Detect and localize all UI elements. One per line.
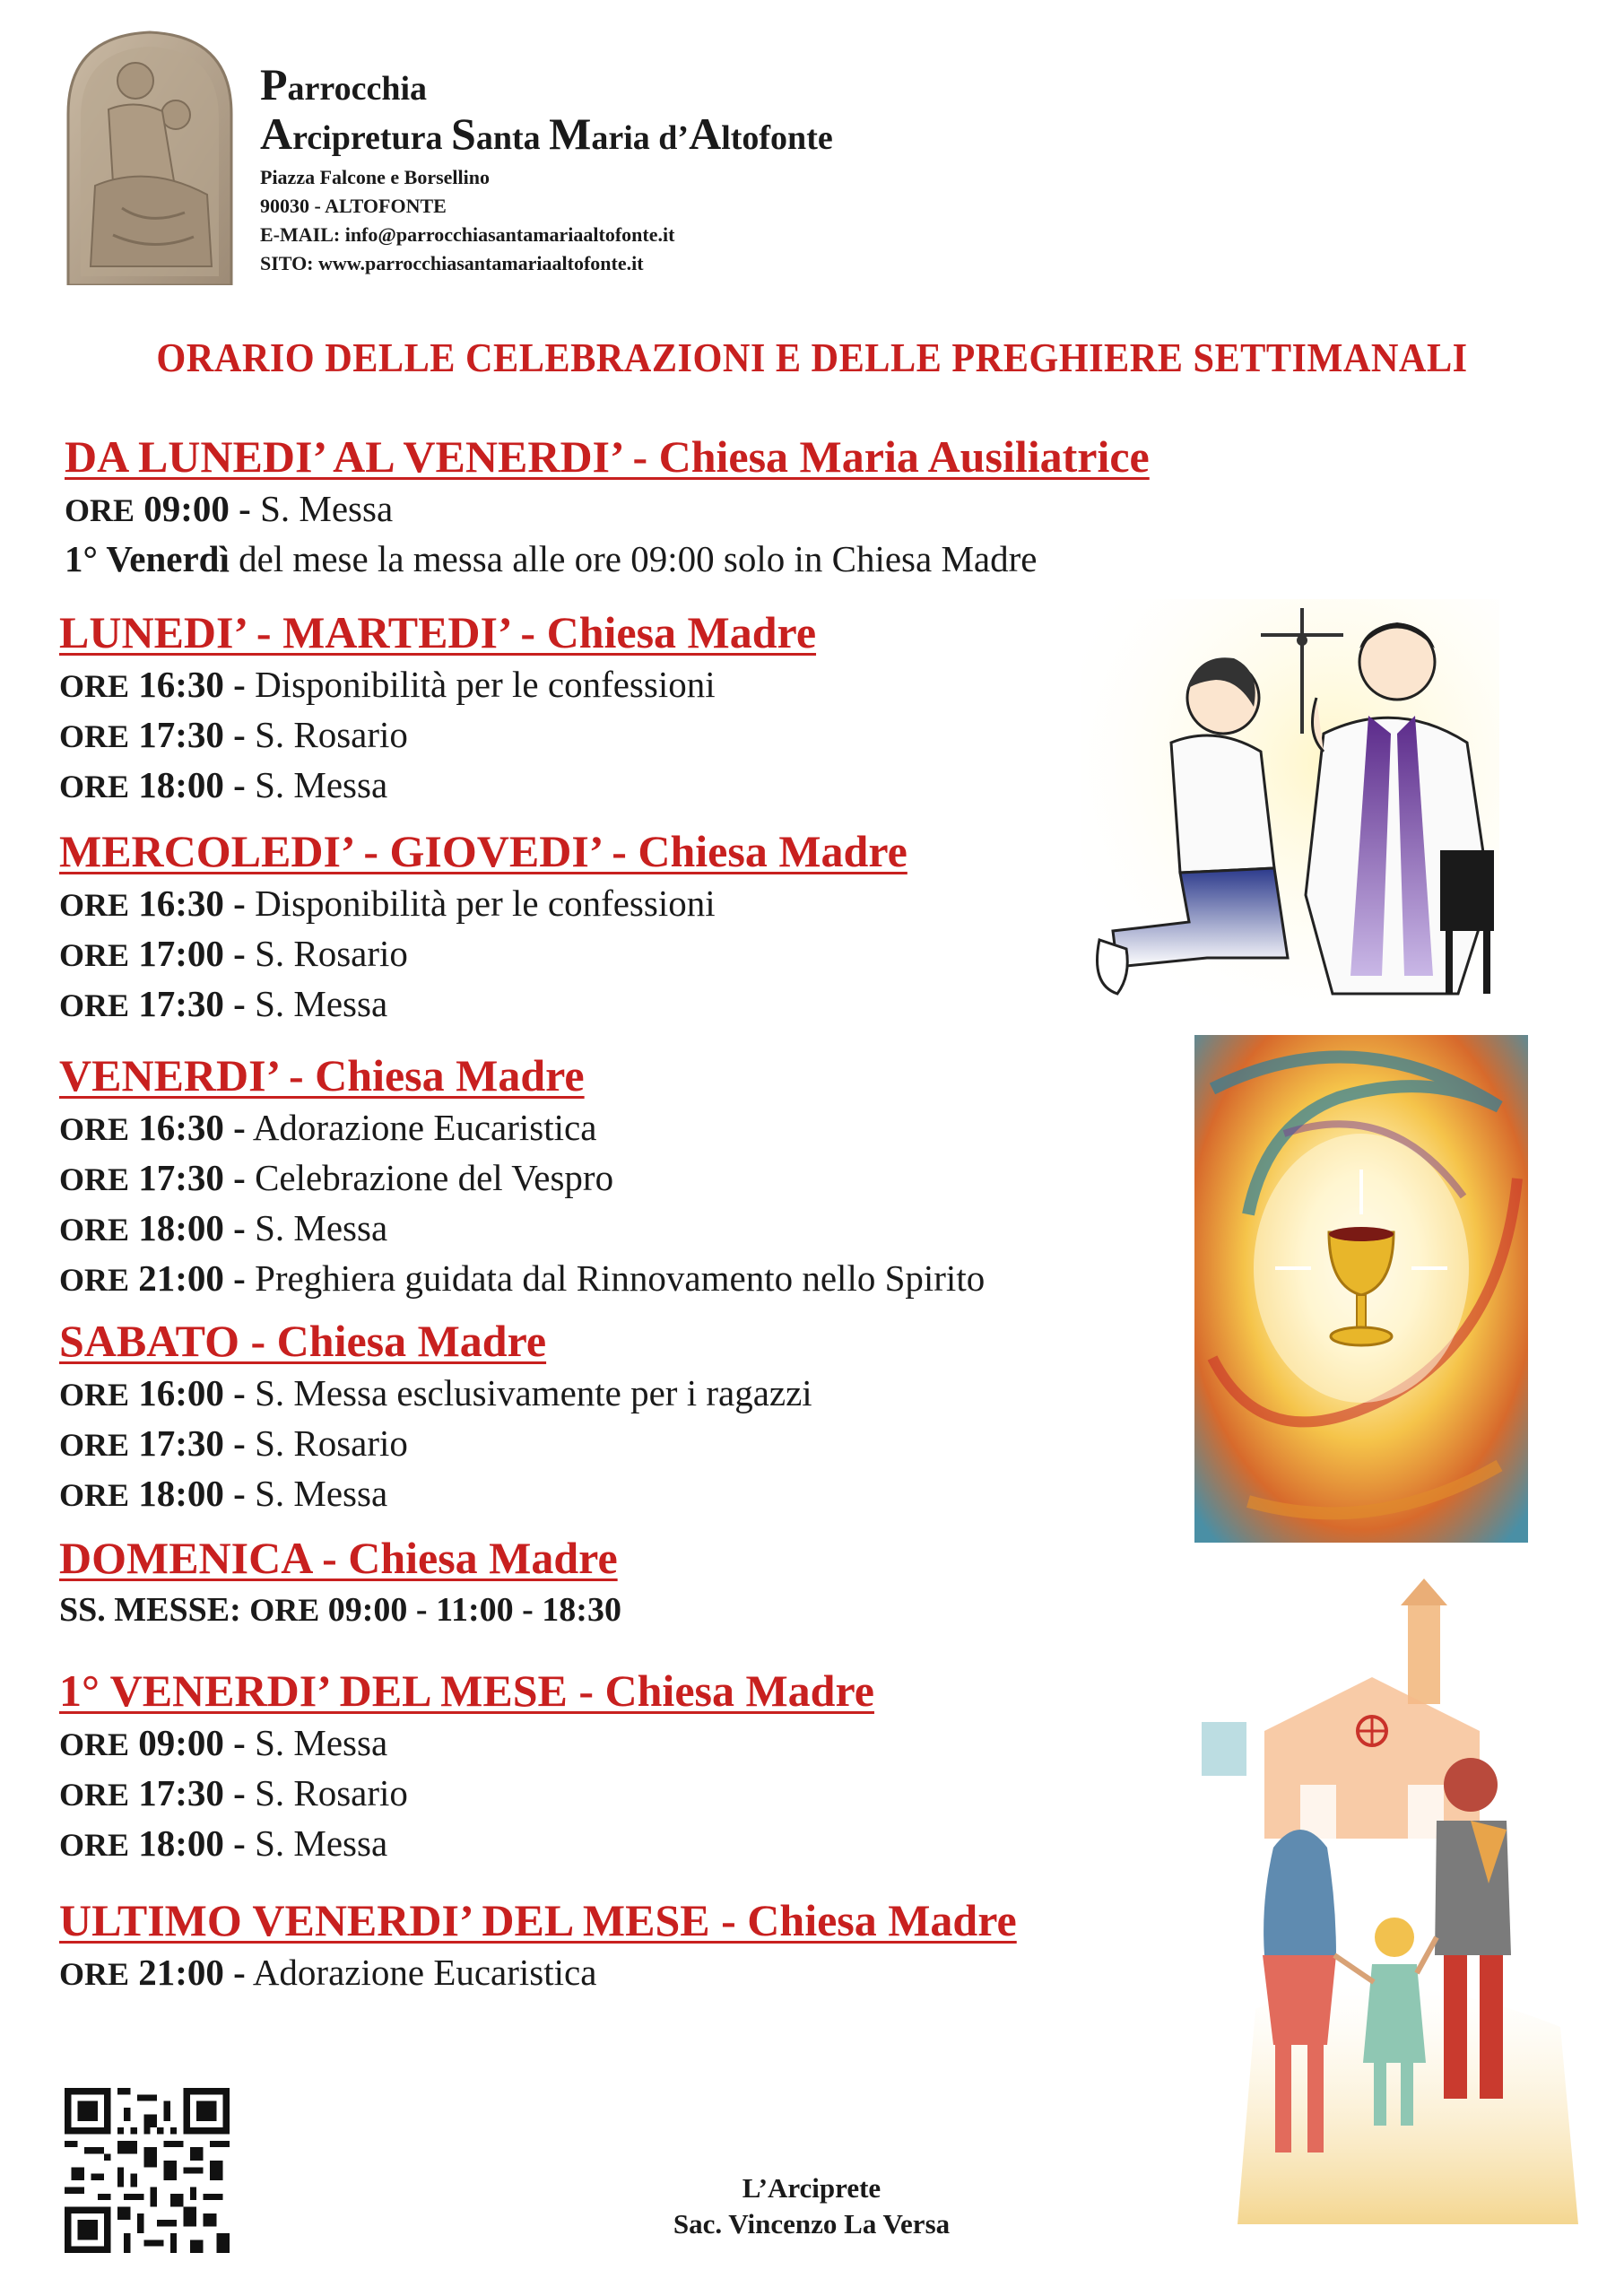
section-weekdays-ausiliatrice [65, 429, 1150, 583]
signature-role: L’Arciprete [742, 2172, 881, 2204]
section-heading: ULTIMO VENERDI’ DEL MESE - Chiesa Madre [59, 1895, 1017, 1945]
section-friday [59, 1048, 985, 1304]
schedule-row: ORE 17:00 - S. Rosario [59, 933, 408, 974]
section-last-friday [59, 1892, 1017, 1998]
website: SITO: www.parrocchiasantamariaaltofonte.it [260, 252, 644, 274]
schedule-row: ORE 21:00 - Preghiera guidata dal Rinnovamento nello Spirito [59, 1257, 986, 1299]
page-title: ORARIO DELLE CELEBRAZIONI E DELLE PREGHIERE SETTIMANALI [156, 335, 1468, 380]
schedule-row: ORE 17:30 - Celebrazione del Vespro [59, 1157, 614, 1198]
address: Piazza Falcone e Borsellino [260, 166, 490, 188]
section-heading: VENERDI’ - Chiesa Madre [59, 1050, 585, 1100]
signature [619, 2170, 1004, 2242]
parish-line2: Arcipretura Santa Maria d’Altofonte [260, 109, 833, 159]
schedule-row: ORE 17:30 - S. Rosario [59, 714, 408, 755]
schedule-row: SS. MESSE: ORE 09:00 - 11:00 - 18:30 [59, 1591, 621, 1629]
schedule-row: ORE 09:00 - S. Messa [65, 488, 394, 529]
section-heading: LUNEDI’ - MARTEDI’ - Chiesa Madre [59, 607, 817, 657]
section-heading: SABATO - Chiesa Madre [59, 1316, 547, 1366]
schedule-row: ORE 18:00 - S. Messa [59, 764, 388, 805]
section-wed-thu [59, 823, 908, 1030]
section-mon-tue [59, 604, 816, 811]
section-saturday [59, 1313, 812, 1519]
schedule-row: ORE 16:30 - Adorazione Eucaristica [59, 1107, 597, 1148]
schedule-row: ORE 16:30 - Disponibilità per le confessioni [59, 883, 716, 924]
schedule-row: ORE 17:30 - S. Rosario [59, 1422, 408, 1464]
signature-name: Sac. Vincenzo La Versa [673, 2208, 951, 2239]
schedule-row: ORE 21:00 - Adorazione Eucaristica [59, 1952, 597, 1993]
schedule-row: ORE 17:30 - S. Rosario [59, 1772, 408, 1813]
email: E-MAIL: info@parrocchiasantamariaaltofonte.it [260, 223, 675, 246]
section-first-friday [59, 1663, 874, 1869]
chalice-illustration [1194, 1035, 1528, 1543]
family-church-illustration [1202, 1578, 1578, 2224]
section-sunday [59, 1530, 621, 1634]
qr-code-icon [65, 2088, 230, 2253]
parish-line1: Parrocchia [260, 59, 428, 109]
section-heading: 1° VENERDI’ DEL MESE - Chiesa Madre [59, 1665, 874, 1716]
section-heading: DA LUNEDI’ AL VENERDI’ - Chiesa Maria Ausiliatrice [65, 431, 1150, 482]
schedule-row: ORE 09:00 - S. Messa [59, 1722, 388, 1763]
schedule-row: ORE 18:00 - S. Messa [59, 1473, 388, 1514]
city: 90030 - ALTOFONTE [260, 195, 447, 217]
schedule-row: ORE 16:30 - Disponibilità per le confessioni [59, 664, 716, 705]
section-heading: DOMENICA - Chiesa Madre [59, 1533, 618, 1583]
confession-illustration [1081, 599, 1499, 1008]
parish-header [260, 59, 833, 278]
section-heading: MERCOLEDI’ - GIOVEDI’ - Chiesa Madre [59, 826, 908, 876]
schedule-row: ORE 18:00 - S. Messa [59, 1822, 388, 1864]
schedule-row: ORE 17:30 - S. Messa [59, 983, 388, 1024]
schedule-row: ORE 18:00 - S. Messa [59, 1207, 388, 1248]
madonna-relief-icon [59, 29, 240, 285]
schedule-row: ORE 16:00 - S. Messa esclusivamente per i ragazzi [59, 1372, 812, 1413]
schedule-row: 1° Venerdì del mese la messa alle ore 09:00 solo in Chiesa Madre [65, 538, 1038, 579]
